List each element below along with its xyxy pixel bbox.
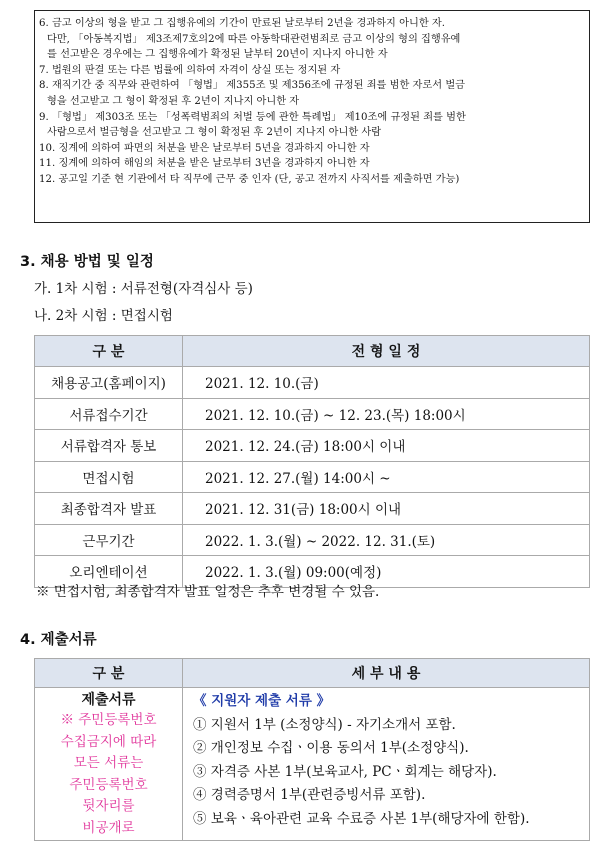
documents-table xyxy=(34,658,590,841)
table-row xyxy=(35,524,590,556)
row-value: 2021. 12. 10.(금) xyxy=(183,367,590,399)
row-value: 2021. 12. 24.(금) 18:00시 이내 xyxy=(183,430,590,462)
header-details: 세 부 내 용 xyxy=(183,659,590,688)
privacy-note-line: 뒷자리를 xyxy=(82,798,135,814)
privacy-note-line: 모든 서류는 xyxy=(73,755,144,771)
list-item: ② 개인정보 수집ㆍ이용 동의서 1부(소정양식). xyxy=(193,740,469,756)
documents-label: 제출서류 xyxy=(81,692,136,708)
row-value: 2022. 1. 3.(월) ~ 2022. 12. 31.(토) xyxy=(183,524,590,556)
disqualification-line: 7. 법원의 판결 또는 다른 법률에 의하여 자격이 상실 또는 정지된 자 xyxy=(39,64,341,76)
header-category: 구 분 xyxy=(35,659,183,688)
row-label: 채용공고(홈페이지) xyxy=(35,367,183,399)
table-row xyxy=(35,398,590,430)
table-row xyxy=(35,430,590,462)
row-label: 서류합격자 통보 xyxy=(35,430,183,462)
privacy-note xyxy=(36,710,181,839)
list-item: ① 지원서 1부 (소정양식) - 자기소개서 포함. xyxy=(193,716,456,733)
list-item: ③ 자격증 사본 1부(보육교사, PCㆍ회계는 해당자). xyxy=(193,763,497,780)
disqualification-line: 를 선고받은 경우에는 그 집행유예가 확정된 날부터 20년이 지나지 아니한 자 xyxy=(47,49,388,61)
disqualification-line: 11. 징계에 의하여 해임의 처분을 받은 날로부터 3년을 경과하지 아니한 자 xyxy=(39,158,370,170)
schedule-note: ※ 면접시험, 최종합격자 발표 일정은 추후 변경될 수 있음. xyxy=(36,584,380,600)
documents-list-title: 《 지원자 제출 서류 》 xyxy=(193,693,331,709)
disqualification-line: 8. 재직기간 중 직무와 관련하여 「형법」 제355조 및 제356조에 규정된 죄를 범한 자로서 벌금 xyxy=(39,80,465,92)
header-category: 구 분 xyxy=(35,336,183,367)
disqualification-line: 6. 금고 이상의 형을 받고 그 집행유예의 기간이 만료된 날로부터 2년을 경과하지 아니한 자. xyxy=(39,18,445,29)
disqualification-box xyxy=(34,10,590,223)
row-label: 서류접수기간 xyxy=(35,398,183,430)
header-schedule: 전 형 일 정 xyxy=(183,336,590,367)
row-label: 면접시험 xyxy=(35,461,183,493)
row-value: 2021. 12. 10.(금) ~ 12. 23.(목) 18:00시 xyxy=(183,398,590,430)
disqualification-line: 사람으로서 벌금형을 선고받고 그 형이 확정된 후 2년이 지나지 아니한 사람 xyxy=(47,127,382,139)
privacy-note-line: 수집금지에 따라 xyxy=(60,733,157,750)
schedule-table xyxy=(34,335,590,588)
table-header-row xyxy=(35,336,590,367)
disqualification-line: 10. 징계에 의하여 파면의 처분을 받은 날로부터 5년을 경과하지 아니한 자 xyxy=(39,142,370,154)
row-label: 근무기간 xyxy=(35,524,183,556)
documents-label-cell xyxy=(35,688,183,841)
table-row xyxy=(35,367,590,399)
disqualification-line: 형을 선고받고 그 형이 확정된 후 2년이 지나지 아니한 자 xyxy=(47,95,300,107)
privacy-note-line: ※ 주민등록번호 xyxy=(60,712,157,728)
disqualification-line: 다만, 「아동복지법」 제3조제7호의2에 따른 아동학대관련범죄로 금고 이상의 형의 집행유예 xyxy=(47,33,461,45)
section3-title: 3. 채용 방법 및 일정 xyxy=(20,254,154,270)
step2-text: 나. 2차 시험 : 면접시험 xyxy=(34,308,173,324)
privacy-note-line: 주민등록번호 xyxy=(69,776,148,793)
disqualification-line: 9. 「형법」 제303조 또는 「성폭력범죄의 처벌 등에 관한 특례법」 제10조에 규정된 죄를 범한 xyxy=(39,111,466,123)
list-item: ⑤ 보육ㆍ육아관련 교육 수료증 사본 1부(해당자에 한함). xyxy=(193,810,530,827)
list-item: ④ 경력증명서 1부(관련증빙서류 포함). xyxy=(193,787,426,803)
table-header-row xyxy=(35,659,590,688)
table-row xyxy=(35,493,590,525)
section4-title: 4. 제출서류 xyxy=(20,632,97,648)
table-row xyxy=(35,688,590,841)
row-value: 2022. 1. 3.(월) 09:00(예정) xyxy=(183,556,590,588)
disqualification-line: 12. 공고일 기준 현 기관에서 타 직무에 근무 중 인자 (단, 공고 전까지 사직서를 제출하면 가능) xyxy=(39,173,460,185)
table-row xyxy=(35,461,590,493)
row-value: 2021. 12. 31(금) 18:00시 이내 xyxy=(183,493,590,525)
documents-detail-cell xyxy=(183,688,590,841)
step1-text: 가. 1차 시험 : 서류전형(자격심사 등) xyxy=(34,281,253,297)
privacy-note-line: 비공개로 xyxy=(82,819,135,836)
row-label: 오리엔테이션 xyxy=(35,556,183,588)
row-value: 2021. 12. 27.(월) 14:00시 ~ xyxy=(183,461,590,493)
row-label: 최종합격자 발표 xyxy=(35,493,183,525)
